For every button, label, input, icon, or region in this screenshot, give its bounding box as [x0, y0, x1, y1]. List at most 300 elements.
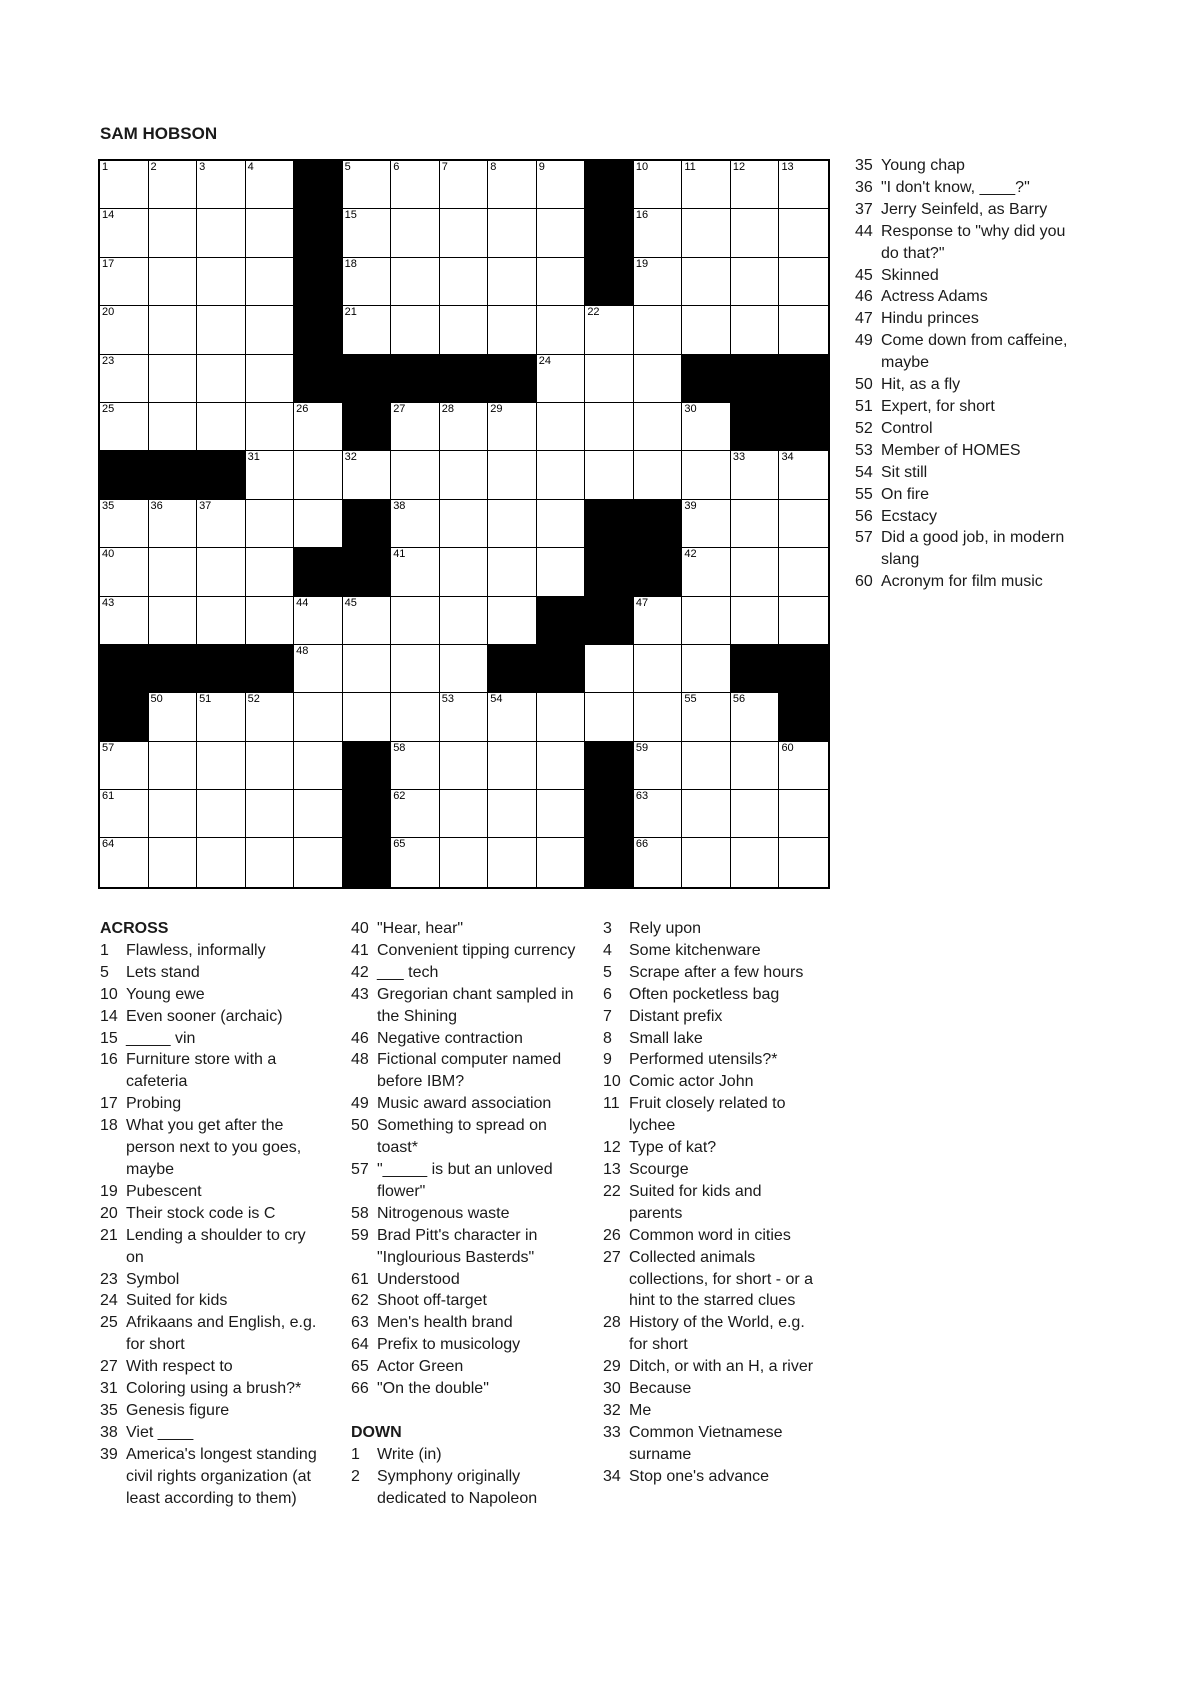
grid-cell[interactable]	[537, 161, 586, 209]
cell-number: 8	[490, 161, 497, 173]
clue-number: 44	[855, 222, 873, 240]
clue-number: 51	[855, 397, 873, 415]
grid-cell[interactable]	[634, 451, 683, 499]
grid-cell[interactable]	[585, 355, 634, 403]
grid-cell[interactable]	[100, 790, 149, 838]
grid-cell[interactable]	[488, 161, 537, 209]
grid-cell[interactable]	[440, 790, 489, 838]
grid-cell[interactable]	[731, 258, 780, 306]
grid-cell[interactable]	[731, 790, 780, 838]
grid-cell[interactable]	[391, 161, 440, 209]
grid-cell[interactable]	[294, 645, 343, 693]
grid-cell[interactable]	[537, 403, 586, 451]
grid-cell[interactable]	[779, 790, 828, 838]
grid-cell[interactable]	[246, 838, 295, 886]
grid-cell[interactable]	[343, 306, 392, 354]
cell-number: 64	[102, 838, 115, 851]
grid-cell[interactable]	[149, 403, 198, 451]
grid-cell[interactable]	[682, 742, 731, 790]
grid-cell[interactable]	[488, 209, 537, 257]
clue-number: 20	[100, 1204, 118, 1222]
grid-cell[interactable]	[682, 451, 731, 499]
clue-item	[100, 1049, 320, 1093]
section-heading: DOWN	[351, 1423, 402, 1441]
grid-cell[interactable]	[634, 790, 683, 838]
black-square	[488, 645, 537, 693]
grid-cell[interactable]	[149, 790, 198, 838]
grid-cell[interactable]	[537, 838, 586, 886]
black-square	[294, 258, 343, 306]
clue-text: Young chap	[881, 157, 965, 174]
clue-number: 31	[100, 1380, 118, 1398]
grid-cell[interactable]	[779, 597, 828, 645]
cell-number: 45	[344, 596, 357, 609]
grid-cell[interactable]	[343, 597, 392, 645]
grid-cell[interactable]	[391, 403, 440, 451]
clue-column-4	[855, 155, 1085, 593]
clue-text: Comic actor John	[629, 1073, 754, 1091]
clue-item	[603, 1247, 818, 1313]
clue-text: Actor Green	[377, 1358, 464, 1376]
grid-cell[interactable]	[197, 838, 246, 886]
black-square	[585, 838, 634, 886]
clue-item	[855, 527, 1085, 571]
grid-cell[interactable]	[100, 209, 149, 257]
grid-cell[interactable]	[682, 403, 731, 451]
grid-cell[interactable]	[731, 597, 780, 645]
clue-text: Suited for kids	[126, 1292, 228, 1310]
grid-cell[interactable]	[391, 838, 440, 886]
grid-cell[interactable]	[343, 209, 392, 257]
clue-text: Furniture store with a cafeteria	[126, 1051, 277, 1091]
clue-text: Hit, as a fly	[881, 376, 961, 394]
grid-cell[interactable]	[682, 209, 731, 257]
grid-cell[interactable]	[537, 742, 586, 790]
clue-number: 11	[603, 1095, 620, 1113]
clue-text: Distant prefix	[629, 1007, 723, 1025]
clue-text: Even sooner (archaic)	[126, 1007, 283, 1025]
clue-text: Viet ____	[126, 1423, 194, 1441]
grid-cell[interactable]	[488, 838, 537, 886]
grid-cell[interactable]	[343, 451, 392, 499]
clue-text: History of the World, e.g. for short	[629, 1314, 805, 1354]
clue-item	[351, 1312, 576, 1334]
grid-cell[interactable]	[100, 597, 149, 645]
grid-cell[interactable]	[682, 790, 731, 838]
grid-cell[interactable]	[779, 742, 828, 790]
grid-cell[interactable]	[440, 161, 489, 209]
cell-number: 34	[781, 451, 794, 464]
black-square	[634, 500, 683, 548]
grid-cell[interactable]	[634, 742, 683, 790]
black-square	[634, 548, 683, 596]
clue-text: "_____ is but an unloved flower"	[377, 1160, 553, 1200]
clue-number: 10	[603, 1073, 621, 1091]
clue-item	[603, 1137, 818, 1159]
grid-cell[interactable]	[246, 693, 295, 741]
clue-text: Did a good job, in modern slang	[881, 529, 1065, 569]
clue-item	[855, 308, 1085, 330]
grid-cell[interactable]	[731, 306, 780, 354]
grid-cell[interactable]	[294, 403, 343, 451]
grid-cell[interactable]	[488, 258, 537, 306]
grid-cell[interactable]	[488, 500, 537, 548]
grid-cell[interactable]	[440, 548, 489, 596]
grid-cell[interactable]	[343, 645, 392, 693]
grid-cell[interactable]	[197, 597, 246, 645]
clue-number: 58	[351, 1204, 369, 1222]
clue-number: 45	[855, 266, 873, 284]
clue-item	[603, 1006, 818, 1028]
grid-cell[interactable]	[246, 209, 295, 257]
clue-text: "I don't know, ____?"	[881, 178, 1030, 196]
grid-cell[interactable]	[537, 693, 586, 741]
grid-cell[interactable]	[294, 790, 343, 838]
clue-number: 54	[855, 463, 873, 481]
grid-cell[interactable]	[585, 403, 634, 451]
grid-cell[interactable]	[634, 838, 683, 886]
cell-number: 21	[344, 306, 357, 319]
grid-cell[interactable]	[488, 790, 537, 838]
clue-column-2	[351, 918, 576, 1510]
clue-text: "On the double"	[377, 1380, 489, 1398]
grid-cell[interactable]	[294, 693, 343, 741]
cell-number: 1	[102, 161, 109, 173]
clue-item	[855, 330, 1085, 374]
grid-cell[interactable]	[585, 693, 634, 741]
grid-cell[interactable]	[634, 258, 683, 306]
grid-cell[interactable]	[246, 258, 295, 306]
grid-cell[interactable]	[682, 306, 731, 354]
clue-item	[603, 1028, 818, 1050]
grid-cell[interactable]	[391, 742, 440, 790]
black-square	[585, 209, 634, 257]
grid-cell[interactable]	[731, 548, 780, 596]
grid-cell[interactable]	[537, 548, 586, 596]
grid-cell[interactable]	[391, 451, 440, 499]
grid-cell[interactable]	[779, 306, 828, 354]
cell-number: 58	[393, 741, 406, 754]
cell-number: 6	[393, 161, 400, 173]
grid-cell[interactable]	[440, 838, 489, 886]
grid-cell[interactable]	[731, 693, 780, 741]
cell-number: 11	[684, 161, 696, 173]
grid-cell[interactable]	[294, 597, 343, 645]
black-square	[779, 645, 828, 693]
grid-cell[interactable]	[731, 838, 780, 886]
grid-cell[interactable]	[488, 597, 537, 645]
clue-item	[351, 1203, 576, 1225]
grid-cell[interactable]	[100, 548, 149, 596]
grid-cell[interactable]	[197, 790, 246, 838]
grid-cell[interactable]	[149, 209, 198, 257]
grid-cell[interactable]	[246, 597, 295, 645]
clue-item	[855, 571, 1085, 593]
grid-cell[interactable]	[149, 306, 198, 354]
black-square	[149, 451, 198, 499]
cell-number: 42	[684, 548, 697, 561]
cell-number: 48	[296, 644, 309, 657]
grid-cell[interactable]	[149, 258, 198, 306]
grid-cell[interactable]	[343, 258, 392, 306]
clue-number: 33	[603, 1423, 621, 1441]
grid-cell[interactable]	[537, 355, 586, 403]
cell-number: 36	[150, 499, 163, 512]
black-square	[149, 645, 198, 693]
grid-cell[interactable]	[246, 451, 295, 499]
black-square	[294, 209, 343, 257]
grid-cell[interactable]	[682, 838, 731, 886]
grid-cell[interactable]	[537, 500, 586, 548]
grid-cell[interactable]	[149, 597, 198, 645]
grid-cell[interactable]	[149, 693, 198, 741]
grid-cell[interactable]	[585, 645, 634, 693]
clue-text: Response to "why did you do that?"	[881, 222, 1066, 262]
clue-number: 61	[351, 1270, 369, 1288]
grid-cell[interactable]	[682, 597, 731, 645]
grid-cell[interactable]	[197, 403, 246, 451]
grid-cell[interactable]	[634, 306, 683, 354]
grid-cell[interactable]	[246, 161, 295, 209]
clue-item	[603, 1356, 818, 1378]
grid-cell[interactable]	[634, 209, 683, 257]
grid-cell[interactable]	[585, 451, 634, 499]
grid-cell[interactable]	[779, 548, 828, 596]
grid-cell[interactable]	[391, 500, 440, 548]
grid-cell[interactable]	[779, 500, 828, 548]
grid-cell[interactable]	[197, 742, 246, 790]
grid-cell[interactable]	[682, 500, 731, 548]
grid-cell[interactable]	[246, 306, 295, 354]
clue-text: Collected animals collections, for short - or a hint to the starred clues	[629, 1248, 814, 1310]
grid-cell[interactable]	[488, 306, 537, 354]
clue-number: 18	[100, 1117, 118, 1135]
grid-cell[interactable]	[149, 355, 198, 403]
grid-cell[interactable]	[246, 742, 295, 790]
clue-text: Genesis figure	[126, 1401, 230, 1419]
cell-number: 61	[102, 790, 115, 803]
grid-cell[interactable]	[537, 306, 586, 354]
grid-cell[interactable]	[634, 597, 683, 645]
grid-cell[interactable]	[440, 693, 489, 741]
grid-cell[interactable]	[731, 161, 780, 209]
grid-cell[interactable]	[246, 548, 295, 596]
clue-number: 38	[100, 1423, 118, 1441]
grid-cell[interactable]	[246, 403, 295, 451]
clue-item	[855, 396, 1085, 418]
clue-text: Common Vietnamese surname	[629, 1423, 783, 1463]
clue-item	[100, 962, 320, 984]
grid-cell[interactable]	[197, 306, 246, 354]
grid-cell[interactable]	[779, 258, 828, 306]
author-name: SAM HOBSON	[100, 124, 218, 143]
grid-cell[interactable]	[440, 597, 489, 645]
grid-cell[interactable]	[634, 161, 683, 209]
clue-text: Afrikaans and English, e.g. for short	[126, 1314, 317, 1354]
clue-item	[603, 1071, 818, 1093]
grid-cell[interactable]	[100, 258, 149, 306]
grid-cell[interactable]	[634, 693, 683, 741]
grid-cell[interactable]	[391, 693, 440, 741]
grid-cell[interactable]	[682, 645, 731, 693]
clue-number: 35	[855, 157, 873, 174]
grid-cell[interactable]	[197, 693, 246, 741]
grid-cell[interactable]	[197, 548, 246, 596]
grid-cell[interactable]	[246, 790, 295, 838]
grid-cell[interactable]	[100, 355, 149, 403]
grid-cell[interactable]	[100, 838, 149, 886]
clue-number: 52	[855, 419, 873, 437]
clue-item	[603, 1466, 818, 1488]
grid-cell[interactable]	[779, 209, 828, 257]
clue-column-3	[603, 918, 818, 1488]
clue-text: Performed utensils?*	[629, 1051, 778, 1069]
grid-cell[interactable]	[391, 306, 440, 354]
grid-cell[interactable]	[634, 645, 683, 693]
grid-cell[interactable]	[100, 161, 149, 209]
clue-text: Fictional computer named before IBM?	[377, 1051, 562, 1091]
grid-cell[interactable]	[440, 209, 489, 257]
cell-number: 44	[296, 596, 309, 609]
clue-item	[603, 1181, 818, 1225]
grid-cell[interactable]	[149, 161, 198, 209]
grid-cell[interactable]	[731, 209, 780, 257]
clue-text: Men's health brand	[377, 1314, 513, 1332]
grid-cell[interactable]	[391, 645, 440, 693]
grid-cell[interactable]	[100, 306, 149, 354]
clue-number: 7	[603, 1007, 612, 1025]
black-square	[343, 790, 392, 838]
clue-text: America's longest standing civil rights organization (at least according to them)	[126, 1445, 317, 1507]
grid-cell[interactable]	[488, 693, 537, 741]
grid-cell[interactable]	[294, 838, 343, 886]
grid-cell[interactable]	[391, 548, 440, 596]
grid-cell[interactable]	[731, 500, 780, 548]
grid-cell[interactable]	[537, 258, 586, 306]
clue-item	[351, 940, 576, 962]
grid-cell[interactable]	[731, 451, 780, 499]
grid-cell[interactable]	[440, 403, 489, 451]
clue-item	[100, 1356, 320, 1378]
grid-cell[interactable]	[149, 548, 198, 596]
grid-cell[interactable]	[197, 500, 246, 548]
black-square	[246, 645, 295, 693]
grid-cell[interactable]	[779, 838, 828, 886]
grid-cell[interactable]	[440, 258, 489, 306]
grid-cell[interactable]	[537, 209, 586, 257]
grid-cell[interactable]	[197, 161, 246, 209]
clue-text: Actress Adams	[881, 288, 988, 306]
cell-number: 22	[587, 306, 600, 319]
grid-cell[interactable]	[440, 306, 489, 354]
grid-cell[interactable]	[149, 500, 198, 548]
cell-number: 2	[150, 161, 157, 173]
cell-number: 49	[538, 644, 552, 657]
clue-number: 40	[351, 920, 369, 937]
grid-cell[interactable]	[585, 306, 634, 354]
clue-text: Sit still	[881, 463, 928, 481]
grid-cell[interactable]	[537, 790, 586, 838]
black-square	[197, 645, 246, 693]
grid-cell[interactable]	[634, 355, 683, 403]
grid-cell[interactable]	[779, 161, 828, 209]
grid-cell[interactable]	[100, 500, 149, 548]
black-square	[779, 355, 828, 403]
clue-item	[855, 265, 1085, 287]
grid-cell[interactable]	[391, 597, 440, 645]
grid-cell[interactable]	[682, 161, 731, 209]
clue-item	[351, 1466, 576, 1510]
grid-cell[interactable]	[440, 742, 489, 790]
grid-cell[interactable]	[391, 790, 440, 838]
grid-cell[interactable]	[391, 258, 440, 306]
grid-cell[interactable]	[294, 500, 343, 548]
grid-cell[interactable]	[440, 451, 489, 499]
grid-cell[interactable]	[682, 548, 731, 596]
clue-text: Symbol	[126, 1270, 180, 1288]
grid-cell[interactable]	[343, 161, 392, 209]
clue-text: Scourge	[629, 1160, 689, 1178]
grid-cell[interactable]	[197, 355, 246, 403]
grid-cell[interactable]	[488, 451, 537, 499]
cell-number: 23	[102, 354, 115, 367]
grid-cell[interactable]	[246, 355, 295, 403]
grid-cell[interactable]	[779, 451, 828, 499]
grid-cell[interactable]	[246, 500, 295, 548]
clue-column-1	[100, 918, 320, 1509]
grid-cell[interactable]	[440, 645, 489, 693]
grid-cell[interactable]	[100, 742, 149, 790]
black-square	[488, 355, 537, 403]
cell-number: 56	[732, 693, 746, 706]
clue-text: Coloring using a brush?*	[126, 1380, 302, 1398]
grid-cell[interactable]	[343, 693, 392, 741]
grid-cell[interactable]	[488, 742, 537, 790]
grid-cell[interactable]	[440, 500, 489, 548]
clue-text: Scrape after a few hours	[629, 963, 804, 981]
grid-cell[interactable]	[197, 209, 246, 257]
cell-number: 26	[296, 402, 309, 415]
grid-cell[interactable]	[682, 693, 731, 741]
grid-cell[interactable]	[488, 403, 537, 451]
clue-text: Me	[629, 1401, 652, 1419]
grid-cell[interactable]	[391, 209, 440, 257]
clue-number: 37	[855, 200, 873, 218]
cell-number: 10	[635, 161, 649, 173]
clue-item	[351, 918, 576, 940]
cell-number: 4	[247, 161, 254, 173]
grid-cell[interactable]	[149, 838, 198, 886]
clue-number: 24	[100, 1292, 118, 1310]
clue-text: _____ vin	[126, 1029, 196, 1047]
grid-cell[interactable]	[537, 451, 586, 499]
clue-text: Probing	[126, 1095, 182, 1113]
clue-text: Because	[629, 1380, 692, 1398]
grid-cell[interactable]	[682, 258, 731, 306]
clue-item	[100, 1225, 320, 1269]
clue-item	[100, 984, 320, 1006]
grid-cell[interactable]	[294, 742, 343, 790]
clue-number: 65	[351, 1358, 369, 1376]
grid-cell[interactable]	[149, 742, 198, 790]
grid-cell[interactable]	[634, 403, 683, 451]
grid-cell[interactable]	[100, 403, 149, 451]
black-square	[537, 645, 586, 693]
grid-cell[interactable]	[294, 451, 343, 499]
grid-cell[interactable]	[731, 742, 780, 790]
grid-cell[interactable]	[197, 258, 246, 306]
grid-cell[interactable]	[488, 548, 537, 596]
